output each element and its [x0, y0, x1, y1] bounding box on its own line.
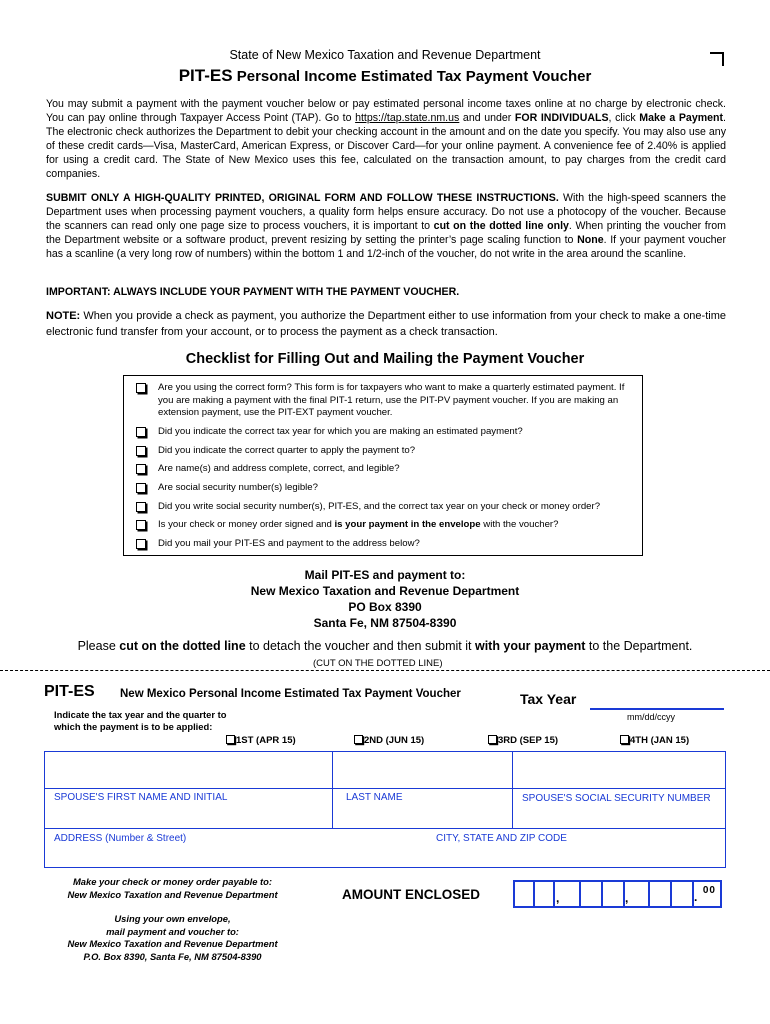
checklist-item: Did you mail your PIT-ES and payment to the address below? — [136, 538, 638, 551]
cut-label: (CUT ON THE DOTTED LINE) — [310, 658, 446, 669]
quarter-instructions: Indicate the tax year and the quarter to which the payment is to be applied: — [54, 709, 227, 732]
taxpayer-info-grid — [44, 751, 726, 868]
checklist-item: Are social security number(s) legible? — [136, 482, 638, 495]
checklist-title: Checklist for Filling Out and Mailing the Payment Voucher — [185, 351, 585, 367]
checkbox[interactable] — [136, 483, 146, 493]
spouse-first-name-label: SPOUSE'S FIRST NAME AND INITIAL — [54, 792, 228, 803]
payable-to-line-2: New Mexico Taxation and Revenue Department — [67, 889, 278, 900]
quarter-option-3[interactable]: 3RD (SEP 15) — [488, 735, 558, 746]
tax-year-label: Tax Year — [520, 691, 577, 707]
checkbox[interactable] — [226, 735, 235, 744]
voucher-code: PIT-ES — [44, 683, 95, 700]
city-state-zip-label: CITY, STATE AND ZIP CODE — [436, 833, 567, 844]
spouse-ssn-field[interactable] — [513, 789, 725, 829]
tax-year-field[interactable] — [590, 708, 724, 710]
spouse-name-field[interactable] — [45, 789, 333, 829]
checkbox[interactable] — [136, 520, 146, 530]
tap-link[interactable]: https://tap.state.nm.us — [355, 112, 460, 124]
form-title: Personal Income Estimated Tax Payment Voucher — [236, 68, 592, 85]
taxpayer-ssn-field[interactable] — [513, 752, 725, 789]
cut-dotted-line — [0, 670, 770, 671]
form-code: PIT-ES — [178, 66, 233, 85]
mail-line-2: New Mexico Taxation and Revenue Department — [250, 584, 520, 598]
mail-line-3: PO Box 8390 — [348, 600, 422, 614]
quarter-option-4[interactable]: 4TH (JAN 15) — [620, 735, 689, 746]
mail-line-4: Santa Fe, NM 87504-8390 — [313, 616, 457, 630]
envelope-line-2: mail payment and voucher to: — [106, 926, 239, 937]
checklist-item: Is your check or money order signed and is your payment in the envelope with the voucher? — [136, 519, 638, 532]
checkbox[interactable] — [354, 735, 363, 744]
checkbox[interactable] — [620, 735, 629, 744]
address-field[interactable] — [45, 829, 725, 867]
note-paragraph: NOTE: When you provide a check as payment, you authorize the Department either to use information from your check to make a one-time electronic fund transfer from your account, or to process the payment as a check transaction. — [46, 310, 726, 338]
checkbox[interactable] — [136, 446, 146, 456]
intro-paragraph-1: You may submit a payment with the payment voucher below or pay estimated personal income taxes online at no charge by electronic check. You can pay online through Taxpayer Access Point (TAP). Go to https://tap.state.nm.us and under FOR INDIVIDUALS, click Make a Payment. The electronic check authorizes the Department to debit your checking account in the amount and on the date you specify. You may also use any of these credit cards—Visa, MasterCard, American Express, or Discover Card—for your online payment. A convenience fee of 2.40% is applied for using a credit card. The State of New Mexico uses this fee, calculated on the transaction amount, to pay charges from the credit card companies. — [46, 98, 726, 180]
checkbox[interactable] — [136, 502, 146, 512]
checkbox[interactable] — [136, 539, 146, 549]
department-name: State of New Mexico Taxation and Revenue Department — [229, 48, 541, 62]
last-name-label: LAST NAME — [346, 792, 403, 803]
envelope-line-3: New Mexico Taxation and Revenue Department — [67, 938, 278, 949]
amount-enclosed-field[interactable]: , , . 00 — [513, 880, 722, 908]
checklist-item: Did you write social security number(s), PIT-ES, and the correct tax year on your check or money order? — [136, 501, 638, 514]
checkbox[interactable] — [136, 427, 146, 437]
taxpayer-last-name-field[interactable] — [333, 752, 513, 789]
taxpayer-name-field[interactable] — [45, 752, 333, 789]
checklist-item: Are you using the correct form? This form is for taxpayers who want to make a quarterly estimated payment. If you are making a payment with the final PIT-1 return, use the PIT-PV payment voucher. If you are making an extension payment, use the PIT-EXT payment voucher. — [136, 382, 638, 420]
checkbox[interactable] — [488, 735, 497, 744]
mail-line-1: Mail PIT-ES and payment to: — [304, 568, 466, 582]
checklist-item: Are name(s) and address complete, correct, and legible? — [136, 463, 638, 476]
checklist-item: Did you indicate the correct tax year for which you are making an estimated payment? — [136, 426, 638, 439]
envelope-line-4: P.O. Box 8390, Santa Fe, NM 87504-8390 — [83, 951, 262, 962]
checkbox[interactable] — [136, 383, 146, 393]
quarter-option-2[interactable]: 2ND (JUN 15) — [354, 735, 424, 746]
corner-mark — [710, 52, 724, 66]
intro-paragraph-2: SUBMIT ONLY A HIGH-QUALITY PRINTED, ORIGINAL FORM AND FOLLOW THESE INSTRUCTIONS. With the high-speed scanners the Department uses when processing payment vouchers, a quality form helps ensure accuracy. Do not use a photocopy of the voucher. Because the scanners can read only one page size to process vouchers, it is important to cut on the dotted line only. When printing the voucher from the Department website or a software product, prevent resizing by setting the printer’s page scaling function to None. If your payment voucher has a scanline (a very long row of numbers) within the bottom 1 and 1/2-inch of the voucher, do not write in the area around the scanline. — [46, 192, 726, 260]
envelope-line-1: Using your own envelope, — [114, 913, 231, 924]
checklist-item: Did you indicate the correct quarter to apply the payment to? — [136, 445, 638, 458]
important-note: IMPORTANT: ALWAYS INCLUDE YOUR PAYMENT WITH THE PAYMENT VOUCHER. — [46, 286, 460, 298]
checkbox[interactable] — [136, 464, 146, 474]
checklist-panel — [123, 375, 643, 556]
amount-enclosed-label: AMOUNT ENCLOSED — [342, 887, 480, 902]
spouse-last-name-field[interactable] — [333, 789, 513, 829]
spouse-ssn-label: SPOUSE'S SOCIAL SECURITY NUMBER — [522, 793, 711, 804]
cut-instruction: Please cut on the dotted line to detach the voucher and then submit it with your payment to the Department. — [77, 639, 693, 653]
quarter-option-1[interactable]: 1ST (APR 15) — [226, 735, 296, 746]
voucher-title: New Mexico Personal Income Estimated Tax Payment Voucher — [120, 688, 461, 700]
date-format-hint: mm/dd/ccyy — [627, 712, 676, 722]
cents-value: 00 — [702, 885, 716, 896]
payable-to-line-1: Make your check or money order payable to: — [72, 876, 273, 887]
address-label: ADDRESS (Number & Street) — [54, 833, 187, 844]
page-title — [0, 66, 770, 86]
